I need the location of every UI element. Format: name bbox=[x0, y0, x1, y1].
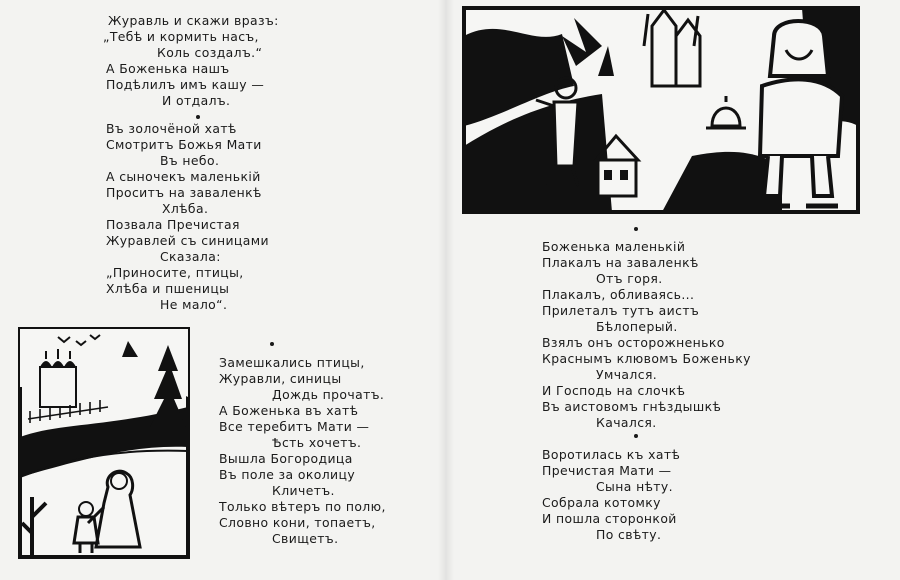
verse-line: Въ аистовомъ гнѣздышкѣ bbox=[542, 399, 722, 414]
verse-line: Воротилась къ хатѣ bbox=[542, 447, 681, 462]
verse-line: Боженька маленькій bbox=[542, 239, 686, 254]
verse-line: Все теребитъ Мати — bbox=[219, 419, 370, 434]
verse-line: Пречистая Мати — bbox=[542, 463, 672, 478]
woodcut-mother-and-child-icon bbox=[18, 327, 190, 559]
stanza-divider-dot bbox=[196, 115, 200, 119]
woodcut-village-scene-icon bbox=[462, 6, 860, 214]
verse-line: Не мало“. bbox=[160, 297, 228, 312]
page-gutter bbox=[438, 0, 454, 580]
verse-line: Проситъ на заваленкѣ bbox=[106, 185, 262, 200]
verse-line: И пошла сторонкой bbox=[542, 511, 677, 526]
verse-line: По свѣту. bbox=[596, 527, 662, 542]
verse-line: Прилеталъ тутъ аистъ bbox=[542, 303, 700, 318]
verse-line: „Тебѣ и кормить насъ, bbox=[103, 29, 259, 44]
verse-line: Смотритъ Божья Мати bbox=[106, 137, 262, 152]
verse-line: И отдалъ. bbox=[162, 93, 231, 108]
verse-line: Плакалъ на заваленкѣ bbox=[542, 255, 699, 270]
verse-line: Позвала Пречистая bbox=[106, 217, 240, 232]
verse-line: Словно кони, топаетъ, bbox=[219, 515, 376, 530]
verse-line: Хлѣба. bbox=[162, 201, 209, 216]
verse-line: Плакалъ, обливаясь... bbox=[542, 287, 695, 302]
verse-line: Взялъ онъ осторожненько bbox=[542, 335, 725, 350]
verse-line: Свищетъ. bbox=[272, 531, 339, 546]
verse-line: Бѣлоперый. bbox=[596, 319, 678, 334]
verse-line: И Господь на слочкѣ bbox=[542, 383, 686, 398]
verse-line: Сказала: bbox=[160, 249, 221, 264]
verse-line: Въ поле за околицу bbox=[219, 467, 356, 482]
verse-line: Кличетъ. bbox=[272, 483, 335, 498]
verse-line: Дождь прочатъ. bbox=[272, 387, 385, 402]
stanza-divider-dot bbox=[634, 434, 638, 438]
verse-line: А Боженька нашъ bbox=[106, 61, 230, 76]
verse-line: Хлѣба и пшеницы bbox=[106, 281, 230, 296]
verse-line: Подѣлилъ имъ кашу — bbox=[106, 77, 265, 92]
verse-line: Отъ горя. bbox=[596, 271, 663, 286]
verse-line: Краснымъ клювомъ Боженьку bbox=[542, 351, 751, 366]
stanza-divider-dot bbox=[270, 342, 274, 346]
verse-line: Журавли, синицы bbox=[219, 371, 342, 386]
verse-line: „Приносите, птицы, bbox=[106, 265, 244, 280]
verse-line: Замешкались птицы, bbox=[219, 355, 365, 370]
verse-line: Коль создалъ.“ bbox=[157, 45, 263, 60]
verse-line: Качался. bbox=[596, 415, 657, 430]
verse-line: Въ небо. bbox=[160, 153, 220, 168]
verse-line: А сыночекъ маленькій bbox=[106, 169, 261, 184]
stanza-divider-dot bbox=[634, 227, 638, 231]
verse-line: Ѣсть хочетъ. bbox=[272, 435, 362, 450]
verse-line: А Боженька въ хатѣ bbox=[219, 403, 359, 418]
verse-line: Собрала котомку bbox=[542, 495, 661, 510]
verse-line: Журавль и скажи вразъ: bbox=[108, 13, 279, 28]
verse-line: Только вѣтеръ по полю, bbox=[219, 499, 386, 514]
verse-line: Журавлей съ синицами bbox=[106, 233, 269, 248]
verse-line: Сына нѣту. bbox=[596, 479, 673, 494]
verse-line: Въ золочёной хатѣ bbox=[106, 121, 237, 136]
verse-line: Вышла Богородица bbox=[219, 451, 353, 466]
verse-line: Умчался. bbox=[596, 367, 658, 382]
